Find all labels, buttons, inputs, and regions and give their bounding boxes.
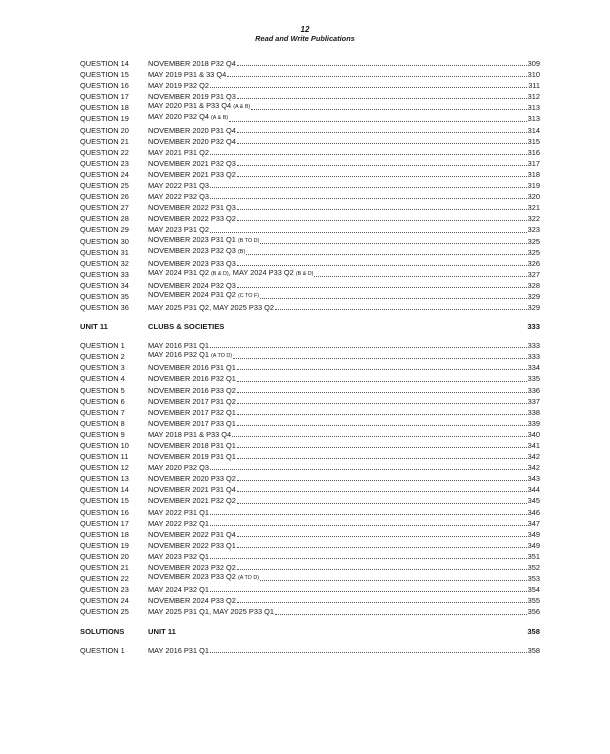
dot-leader	[210, 469, 527, 470]
entry-title-text: NOVEMBER 2016 P32 Q1	[148, 374, 236, 384]
question-label: QUESTION 22	[80, 147, 129, 157]
question-label: QUESTION 23	[80, 158, 129, 168]
page-number-ref: 353	[527, 574, 540, 584]
entry-title-text: MAY 2018 P31 & P33 Q4	[148, 429, 232, 439]
entry-title-text: NOVEMBER 2019 P31 Q3	[148, 92, 236, 102]
question-label: QUESTION 18	[80, 103, 129, 113]
toc-entry[interactable]	[80, 373, 540, 384]
entry-title	[148, 362, 236, 373]
toc-entry[interactable]	[80, 462, 540, 473]
entry-title-text: NOVEMBER 2016 P33 Q2	[148, 385, 236, 395]
page-number-ref: 329	[527, 291, 540, 301]
dot-leader	[237, 209, 527, 210]
question-label: QUESTION 6	[80, 396, 125, 406]
entry-title-text: MAY 2025 P31 Q1, MAY 2025 P33 Q1	[148, 607, 274, 617]
dot-leader	[237, 447, 527, 448]
entry-title	[148, 191, 209, 202]
dot-leader	[237, 132, 527, 133]
entry-title-text: NOVEMBER 2022 P31 Q3	[148, 203, 236, 213]
entry-title	[148, 136, 236, 147]
page-number-ref: 318	[527, 169, 540, 179]
toc-entry[interactable]	[80, 451, 540, 462]
entry-title	[148, 540, 236, 551]
dot-leader	[232, 436, 527, 437]
dot-leader	[260, 580, 527, 581]
toc-entry[interactable]	[80, 595, 540, 606]
entry-part-note: (A & B)	[233, 104, 251, 111]
page-number-ref: 310	[527, 70, 540, 80]
entry-title	[148, 507, 209, 518]
page-number-ref: 333	[527, 341, 540, 351]
toc-entry[interactable]	[80, 191, 540, 202]
toc-entry[interactable]	[80, 58, 540, 69]
question-label: QUESTION 13	[80, 474, 129, 484]
entry-title	[148, 518, 209, 529]
dot-leader	[237, 458, 527, 459]
page-number-ref: 346	[527, 507, 540, 517]
toc-entry[interactable]	[80, 362, 540, 373]
page-number-ref: 337	[527, 396, 540, 406]
entry-title-text: NOVEMBER 2022 P33 Q1	[148, 540, 236, 550]
question-label: QUESTION 10	[80, 441, 129, 450]
page-number-ref: 325	[527, 247, 540, 257]
page-number-ref: 341	[527, 441, 540, 450]
entry-title	[148, 473, 236, 484]
toc-entry[interactable]	[80, 291, 540, 302]
page-number-ref: 358	[527, 645, 540, 655]
entry-title	[148, 529, 236, 540]
entry-title	[148, 147, 209, 158]
entry-title-text: NOVEMBER 2017 P31 Q2	[148, 396, 236, 406]
page-number-ref: 316	[527, 147, 540, 157]
entry-title-text: NOVEMBER 2020 P33 Q2	[148, 474, 236, 484]
dot-leader	[237, 369, 527, 370]
page-number-ref: 339	[527, 418, 540, 428]
entry-title	[148, 462, 209, 473]
entry-title-text: NOVEMBER 2020 P31 Q4	[148, 125, 236, 135]
toc-entry[interactable]	[80, 418, 540, 429]
page-number-ref: 356	[527, 607, 540, 617]
question-label: QUESTION 20	[80, 125, 129, 135]
toc-entry[interactable]	[80, 125, 540, 136]
entry-title	[148, 645, 209, 656]
entry-title-text: MAY 2020 P32 Q3	[148, 463, 209, 473]
entry-title-text: MAY 2022 P31 Q3	[148, 181, 209, 191]
entry-title-text: NOVEMBER 2023 P33 Q3	[148, 258, 236, 268]
dot-leader	[210, 525, 527, 526]
toc-entry[interactable]	[80, 247, 540, 258]
toc-entry[interactable]	[80, 69, 540, 80]
dot-leader	[210, 87, 527, 88]
question-label: QUESTION 27	[80, 203, 129, 213]
entry-title-text: MAY 2016 P31 Q1	[148, 645, 209, 655]
page-number-ref: 342	[527, 463, 540, 473]
dot-leader	[227, 76, 526, 77]
dot-leader	[237, 414, 527, 415]
question-label: QUESTION 25	[80, 607, 129, 617]
entry-title-text: MAY 2022 P32 Q1	[148, 518, 209, 528]
question-label: QUESTION 11	[80, 452, 129, 462]
dot-leader	[237, 65, 527, 66]
page-number-ref: 321	[527, 203, 540, 213]
page-number-ref: 349	[527, 529, 540, 539]
question-label: QUESTION 21	[80, 136, 129, 146]
dot-leader	[237, 480, 527, 481]
dot-leader	[275, 309, 527, 310]
question-label: QUESTION 25	[80, 181, 129, 191]
question-label: QUESTION 30	[80, 236, 129, 246]
page-number-ref: 347	[527, 518, 540, 528]
question-label: QUESTION 15	[80, 496, 129, 506]
entry-title	[148, 451, 236, 462]
page-number-ref: 343	[527, 474, 540, 484]
question-label: QUESTION 5	[80, 385, 125, 395]
entry-title-text: NOVEMBER 2024 P31 Q2	[148, 289, 236, 299]
entry-title	[148, 429, 231, 440]
question-label: QUESTION 18	[80, 529, 129, 539]
page-number-ref: 311	[528, 81, 540, 91]
entry-title-text: MAY 2023 P31 Q2	[148, 225, 209, 235]
entry-part-note: (B TO D)	[237, 237, 260, 244]
question-label: QUESTION 14	[80, 59, 129, 68]
dot-leader	[246, 254, 526, 255]
dot-leader	[210, 591, 527, 592]
toc-entry[interactable]	[80, 385, 540, 396]
dot-leader	[237, 602, 527, 603]
entry-part-note: (A TO D)	[237, 575, 260, 582]
entry-title	[148, 202, 236, 213]
page-number-ref: 334	[527, 363, 540, 373]
section-heading	[80, 321, 540, 333]
entry-title-text: MAY 2023 P32 Q1	[148, 551, 209, 561]
page-number-ref: 338	[527, 407, 540, 417]
page-number-ref: 329	[527, 303, 540, 313]
dot-leader	[210, 154, 527, 155]
section-title: UNIT 11	[148, 626, 176, 636]
question-label: QUESTION 26	[80, 192, 129, 202]
page-number-ref: 320	[527, 192, 540, 202]
entry-title	[148, 302, 274, 313]
entry-title	[148, 551, 209, 562]
page-number-ref: 342	[527, 452, 540, 462]
entry-title-text: MAY 2024 P32 Q1	[148, 585, 209, 595]
question-label: QUESTION 17	[80, 92, 129, 102]
entry-title-text: NOVEMBER 2017 P33 Q1	[148, 418, 236, 428]
entry-title-text: MAY 2020 P31 & P33 Q4	[148, 101, 232, 111]
page-number: 12	[300, 25, 310, 34]
entry-title-text: MAY 2022 P31 Q1	[148, 507, 209, 517]
section-page-number: 358	[527, 626, 540, 636]
entry-title	[148, 80, 209, 91]
page-number-ref: 328	[527, 280, 540, 290]
question-label: QUESTION 9	[80, 429, 125, 439]
question-label: QUESTION 8	[80, 418, 125, 428]
entry-title-text: NOVEMBER 2021 P33 Q2	[148, 169, 236, 179]
page-number-ref: 325	[527, 236, 540, 246]
question-label: QUESTION 24	[80, 169, 129, 179]
question-label: QUESTION 32	[80, 258, 129, 268]
question-label: QUESTION 31	[80, 247, 129, 257]
page-number-ref: 317	[527, 158, 540, 168]
page-number-ref: 314	[527, 125, 540, 135]
entry-title-text: MAY 2019 P32 Q2	[148, 81, 209, 91]
entry-title-text: NOVEMBER 2023 P32 Q3	[148, 245, 236, 255]
dot-leader	[210, 198, 527, 199]
page-number-ref: 355	[527, 596, 540, 606]
entry-title-text: NOVEMBER 2018 P32 Q4	[148, 59, 236, 68]
page-number-ref: 312	[527, 92, 540, 102]
entry-title	[148, 396, 236, 407]
page-number-ref: 335	[527, 374, 540, 384]
entry-title-text-2: , MAY 2024 P33 Q2	[228, 267, 294, 277]
toc-entry[interactable]	[80, 169, 540, 180]
question-label: QUESTION 1	[80, 341, 125, 351]
question-label: QUESTION 19	[80, 114, 129, 124]
question-label: QUESTION 20	[80, 551, 129, 561]
toc-entry[interactable]	[80, 573, 540, 584]
page-number-ref: 333	[527, 352, 540, 362]
entry-part-note: (A TO D)	[211, 353, 233, 360]
question-label: QUESTION 34	[80, 280, 129, 290]
toc-entry[interactable]	[80, 551, 540, 562]
page-number-ref: 322	[527, 214, 540, 224]
toc-entry[interactable]	[80, 529, 540, 540]
entry-title	[148, 58, 236, 69]
dot-leader	[237, 165, 527, 166]
page-number-ref: 351	[527, 551, 540, 561]
dot-leader	[237, 425, 527, 426]
dot-leader	[237, 265, 527, 266]
entry-title-text: MAY 2020 P32 Q4	[148, 112, 209, 122]
toc-entry[interactable]	[80, 396, 540, 407]
page-number-ref: 313	[527, 103, 540, 113]
question-label: QUESTION 35	[80, 291, 129, 301]
question-label: QUESTION 33	[80, 269, 129, 279]
entry-title-text: NOVEMBER 2021 P32 Q3	[148, 158, 236, 168]
question-label: QUESTION 22	[80, 574, 129, 584]
question-label: QUESTION 17	[80, 518, 129, 528]
dot-leader	[210, 652, 527, 653]
entry-title-text: MAY 2016 P32 Q1	[148, 350, 209, 360]
toc-entry[interactable]	[80, 80, 540, 91]
entry-title	[148, 69, 226, 80]
page-number-ref: 313	[527, 114, 540, 124]
toc-entry[interactable]	[80, 158, 540, 169]
page-number-ref: 315	[527, 136, 540, 146]
entry-title-text: MAY 2022 P32 Q3	[148, 192, 209, 202]
question-label: QUESTION 28	[80, 214, 129, 224]
dot-leader	[229, 121, 527, 122]
entry-title	[148, 245, 245, 258]
dot-leader	[237, 547, 527, 548]
section-page-number: 333	[527, 322, 540, 332]
toc-entry[interactable]	[80, 540, 540, 551]
entry-title-text: NOVEMBER 2016 P31 Q1	[148, 363, 236, 373]
entry-title-text: NOVEMBER 2020 P32 Q4	[148, 136, 236, 146]
question-label: QUESTION 36	[80, 303, 129, 313]
entry-title	[148, 125, 236, 136]
entry-title	[148, 289, 259, 302]
entry-title	[148, 385, 236, 396]
entry-title-text: NOVEMBER 2024 P33 Q2	[148, 596, 236, 606]
toc-entry[interactable]	[80, 507, 540, 518]
dot-leader	[237, 176, 527, 177]
entry-title-text: NOVEMBER 2019 P31 Q1	[148, 452, 236, 462]
page-number-ref: 309	[527, 59, 540, 68]
entry-title-text: NOVEMBER 2021 P32 Q2	[148, 496, 236, 506]
toc-entry[interactable]	[80, 484, 540, 495]
toc-entry[interactable]	[80, 518, 540, 529]
dot-leader	[237, 220, 527, 221]
entry-title	[148, 495, 236, 506]
toc-entry[interactable]	[80, 180, 540, 191]
toc-entry[interactable]	[80, 113, 540, 124]
entry-title	[148, 267, 313, 280]
entry-title-text: NOVEMBER 2021 P31 Q4	[148, 485, 236, 495]
toc-entry[interactable]	[80, 440, 540, 451]
dot-leader	[237, 536, 527, 537]
toc-entry[interactable]	[80, 429, 540, 440]
question-label: QUESTION 4	[80, 374, 125, 384]
entry-title	[148, 158, 236, 169]
entry-title-text: NOVEMBER 2023 P33 Q2	[148, 572, 236, 582]
entry-part-note: (A & B)	[211, 115, 229, 122]
section-heading	[80, 626, 540, 638]
entry-title	[148, 584, 209, 595]
dot-leader	[275, 614, 527, 615]
entry-title	[148, 484, 236, 495]
dot-leader	[210, 232, 527, 233]
dot-leader	[210, 558, 527, 559]
toc-entry[interactable]	[80, 645, 540, 656]
dot-leader	[260, 298, 527, 299]
dot-leader	[260, 243, 526, 244]
dot-leader	[237, 569, 527, 570]
question-label: QUESTION 16	[80, 81, 129, 91]
dot-leader	[237, 491, 527, 492]
toc-entry[interactable]	[80, 407, 540, 418]
toc-entry[interactable]	[80, 495, 540, 506]
page-number-ref: 345	[527, 496, 540, 506]
page-number-ref: 340	[527, 429, 540, 439]
page-number-ref: 323	[527, 225, 540, 235]
entry-part-note: (C TO F)	[237, 292, 260, 299]
question-label: QUESTION 15	[80, 70, 129, 80]
entry-part-note: (B)	[237, 248, 246, 255]
question-label: QUESTION 1	[80, 645, 125, 655]
entry-title	[148, 606, 274, 617]
entry-title-text: MAY 2016 P31 Q1	[148, 341, 209, 351]
page-number-ref: 336	[527, 385, 540, 395]
toc-entry[interactable]	[80, 584, 540, 595]
entry-title	[148, 373, 236, 384]
table-of-contents	[80, 58, 540, 656]
dot-leader	[210, 187, 527, 188]
question-label: QUESTION 29	[80, 225, 129, 235]
section-unit-label: SOLUTIONS	[80, 626, 125, 636]
question-label: QUESTION 7	[80, 407, 125, 417]
entry-title	[148, 213, 236, 224]
entry-title-text: MAY 2025 P31 Q2, MAY 2025 P33 Q2	[148, 303, 274, 313]
toc-entry[interactable]	[80, 473, 540, 484]
page-number-ref: 354	[527, 585, 540, 595]
question-label: QUESTION 12	[80, 463, 129, 473]
entry-title	[148, 571, 259, 584]
dot-leader	[210, 347, 527, 348]
page-number-ref: 326	[527, 258, 540, 268]
question-label: QUESTION 24	[80, 596, 129, 606]
dot-leader	[314, 276, 526, 277]
question-label: QUESTION 2	[80, 352, 125, 362]
section-title: CLUBS & SOCIETIES	[148, 322, 225, 332]
section-unit-label: UNIT 11	[80, 322, 108, 332]
toc-entry[interactable]	[80, 202, 540, 213]
entry-title	[148, 418, 236, 429]
dot-leader	[210, 514, 527, 515]
entry-part-note: (B & D)	[211, 270, 229, 277]
entry-title-text: MAY 2021 P31 Q2	[148, 147, 209, 157]
entry-title-text: NOVEMBER 2024 P32 Q3	[148, 280, 236, 290]
dot-leader	[237, 381, 527, 382]
toc-entry[interactable]	[80, 302, 540, 313]
toc-entry[interactable]	[80, 136, 540, 147]
question-label: QUESTION 14	[80, 485, 129, 495]
entry-title-text: NOVEMBER 2018 P31 Q1	[148, 441, 236, 450]
page-number-ref: 349	[527, 540, 540, 550]
entry-title	[148, 169, 236, 180]
entry-title	[148, 180, 209, 191]
question-label: QUESTION 23	[80, 585, 129, 595]
toc-entry[interactable]	[80, 606, 540, 617]
entry-title	[148, 440, 236, 451]
dot-leader	[251, 109, 526, 110]
dot-leader	[237, 143, 527, 144]
toc-entry[interactable]	[80, 351, 540, 362]
question-label: QUESTION 16	[80, 507, 129, 517]
question-label: QUESTION 3	[80, 363, 125, 373]
entry-title-text: MAY 2019 P31 & 33 Q4	[148, 70, 227, 80]
entry-title	[148, 407, 236, 418]
toc-entry[interactable]	[80, 213, 540, 224]
toc-entry[interactable]	[80, 269, 540, 280]
entry-part-note-2: (B & D)	[295, 270, 314, 277]
entry-title-text: NOVEMBER 2022 P31 Q4	[148, 529, 236, 539]
question-label: QUESTION 21	[80, 563, 129, 573]
toc-entry[interactable]	[80, 147, 540, 158]
question-label: QUESTION 19	[80, 540, 129, 550]
dot-leader	[237, 98, 527, 99]
entry-title	[148, 111, 228, 124]
entry-title-text: NOVEMBER 2022 P33 Q2	[148, 214, 236, 224]
entry-title-text: NOVEMBER 2017 P32 Q1	[148, 407, 236, 417]
dot-leader	[237, 503, 527, 504]
entry-title-text: NOVEMBER 2023 P31 Q1	[148, 234, 236, 244]
dot-leader	[237, 287, 527, 288]
page-number-ref: 352	[527, 563, 540, 573]
dot-leader	[233, 358, 527, 359]
entry-title-text: NOVEMBER 2023 P32 Q2	[148, 563, 236, 573]
entry-title-text: MAY 2024 P31 Q2	[148, 267, 209, 277]
page-number-ref: 327	[527, 269, 540, 279]
dot-leader	[237, 392, 527, 393]
page-number-ref: 344	[527, 485, 540, 495]
dot-leader	[237, 403, 527, 404]
entry-title	[148, 595, 236, 606]
publication-title: Read and Write Publications	[255, 34, 355, 43]
page-number-ref: 319	[527, 181, 540, 191]
entry-title	[148, 349, 232, 362]
